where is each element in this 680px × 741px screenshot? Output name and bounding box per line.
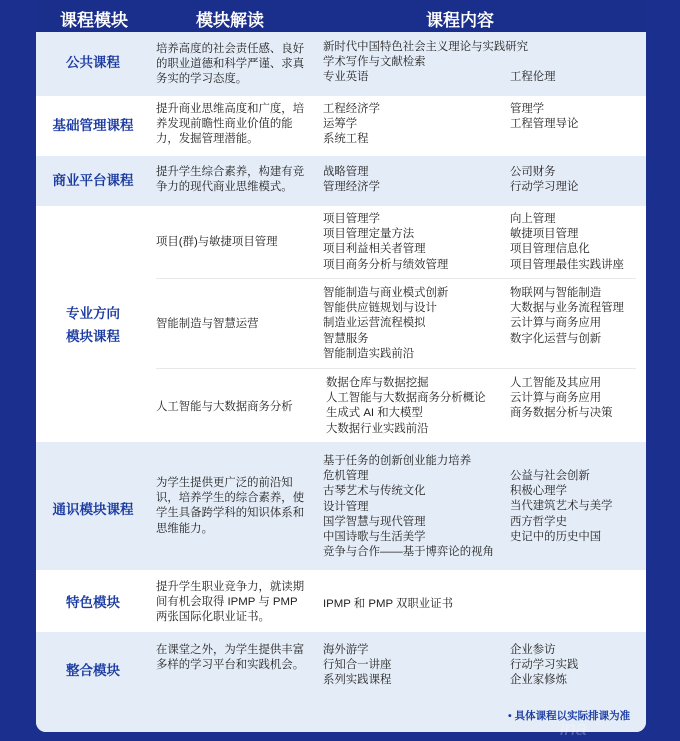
course-item: 积极心理学 (510, 485, 567, 498)
desc-integrated: 在课堂之外，为学生提供丰富多样的学习平台和实践机会。 (156, 644, 305, 672)
course-item: 竞争与合作——基于博弈论的视角 (323, 546, 494, 559)
course-item: 项目利益相关者管理 (323, 243, 426, 256)
desc-general: 为学生提供更广泛的前沿知识，培养学生的综合素养，使学生具备跨学科的知识体系和思维能力。 (156, 477, 305, 535)
courses-platform-right (510, 165, 578, 195)
category-major-line1: 专业方向 (66, 306, 120, 321)
courses-public-right (510, 70, 556, 85)
course-item: 商务数据分析与决策 (510, 407, 613, 420)
courses-agile-right (510, 212, 624, 273)
course-item: 工程经济学 (323, 103, 380, 115)
category-major (36, 302, 150, 348)
course-item: 设计管理 (323, 500, 369, 513)
course-item: 数据仓库与数据挖掘 (326, 377, 429, 389)
course-item: 学术写作与文献检索 (323, 56, 426, 69)
category-major-line2: 模块课程 (66, 329, 120, 344)
course-item: 云计算与商务应用 (510, 392, 602, 405)
course-item: 管理学 (510, 103, 545, 115)
courses-smart-left (323, 286, 448, 362)
course-item: 敏捷项目管理 (510, 228, 579, 241)
course-item: 系统工程 (323, 133, 369, 146)
course-item: 海外游学 (323, 644, 369, 656)
sub-ai-bigdata: 人工智能与大数据商务分析 (156, 401, 293, 413)
courses-integrated-right (510, 643, 578, 689)
courses-basic-left (323, 102, 380, 148)
course-item: 公司财务 (510, 166, 556, 178)
course-item: 工程管理导论 (510, 118, 579, 131)
desc-basic: 提升商业思维高度和广度，培养发现前瞻性商业价值的能力，发掘管理潜能。 (156, 103, 305, 146)
courses-platform-left (323, 165, 380, 195)
desc-platform: 提升学生综合素养，构建有竞争力的现代商业思维模式。 (156, 166, 305, 194)
course-item: 企业参访 (510, 644, 556, 656)
course-item: 史记中的历史中国 (510, 530, 602, 543)
course-item: 物联网与智能制造 (510, 287, 602, 299)
divider (156, 278, 636, 279)
courses-public-left (323, 40, 528, 86)
desc-public: 培养高度的社会责任感、良好的职业道德和科学严谨、求真务实的学习态度。 (156, 43, 305, 86)
course-item: 基于任务的创新创业能力培养 (323, 455, 472, 467)
category-integrated: 整合模块 (66, 663, 120, 678)
courses-smart-right (510, 286, 624, 347)
course-item: 智能制造实践前沿 (323, 347, 415, 360)
schedule-note: • 具体课程以实际排课为准 (508, 710, 631, 722)
course-item: 危机管理 (323, 470, 369, 483)
course-item: 专业英语 (323, 71, 369, 84)
course-item: 项目管理学 (323, 213, 380, 225)
course-item: 智能供应链规划与设计 (323, 302, 437, 315)
courses-general-right (510, 469, 613, 545)
course-item: 管理经济学 (323, 181, 380, 194)
header-content: 课程内容 (426, 11, 494, 30)
course-item: 人工智能及其应用 (510, 377, 602, 389)
sub-agile-pm: 项目(群)与敏捷项目管理 (156, 236, 278, 248)
course-item: 战略管理 (323, 166, 369, 178)
sub-smart-manufacturing: 智能制造与智慧运营 (156, 318, 259, 330)
courses-agile-left (323, 212, 448, 273)
course-item: 数字化运营与创新 (510, 332, 602, 345)
courses-general-left (323, 454, 494, 560)
course-item: 行动学习实践 (510, 659, 579, 672)
course-table (36, 32, 646, 732)
desc-special: 提升学生职业竞争力，就读期间有机会取得 IPMP 与 PMP 两张国际化职业证书。 (156, 581, 305, 624)
course-item: 当代建筑艺术与美学 (510, 500, 613, 513)
course-item: 大数据行业实践前沿 (326, 422, 429, 435)
divider (156, 368, 636, 369)
courses-ai-right (510, 376, 613, 422)
course-item: 制造业运营流程模拟 (323, 317, 426, 330)
course-item: 项目管理最佳实践讲座 (510, 258, 624, 271)
course-item: 公益与社会创新 (510, 470, 590, 482)
course-item: 行知合一讲座 (323, 659, 392, 672)
course-item: 项目管理定量方法 (323, 228, 415, 241)
course-item: 智能制造与商业模式创新 (323, 287, 449, 299)
course-item: 国学智慧与现代管理 (323, 515, 426, 528)
course-item: 企业家修炼 (510, 674, 567, 687)
course-item: 古琴艺术与传统文化 (323, 485, 426, 498)
course-item: 云计算与商务应用 (510, 317, 602, 330)
courses-basic-right (510, 102, 578, 132)
header-interpretation: 模块解读 (196, 11, 264, 30)
category-public: 公共课程 (66, 55, 120, 70)
category-basic: 基础管理课程 (52, 118, 134, 133)
course-item: 中国诗歌与生活美学 (323, 530, 426, 543)
course-item: 向上管理 (510, 213, 556, 225)
course-item: 西方哲学史 (510, 515, 567, 528)
header-module: 课程模块 (60, 11, 128, 30)
course-item: IPMP 和 PMP 双职业证书 (323, 598, 453, 610)
course-item: 人工智能与大数据商务分析概论 (326, 392, 486, 405)
category-platform: 商业平台课程 (52, 173, 134, 188)
courses-special-left (323, 597, 453, 612)
table-header (36, 0, 646, 32)
course-item: 项目商务分析与绩效管理 (323, 258, 449, 271)
course-item: 新时代中国特色社会主义理论与实践研究 (323, 41, 529, 53)
course-item: 智慧服务 (323, 332, 369, 345)
course-item: 项目管理信息化 (510, 243, 590, 256)
courses-ai-left (326, 376, 485, 437)
course-item: 生成式 AI 和大模型 (326, 407, 423, 420)
course-item: 系列实践课程 (323, 674, 392, 687)
watermark: ina (560, 718, 587, 740)
course-item: 工程伦理 (510, 71, 556, 83)
course-item: 运筹学 (323, 118, 358, 131)
course-item: 大数据与业务流程管理 (510, 302, 624, 315)
course-item: 行动学习理论 (510, 181, 579, 194)
courses-integrated-left (323, 643, 391, 689)
category-general: 通识模块课程 (52, 502, 134, 517)
category-special: 特色模块 (66, 595, 120, 610)
